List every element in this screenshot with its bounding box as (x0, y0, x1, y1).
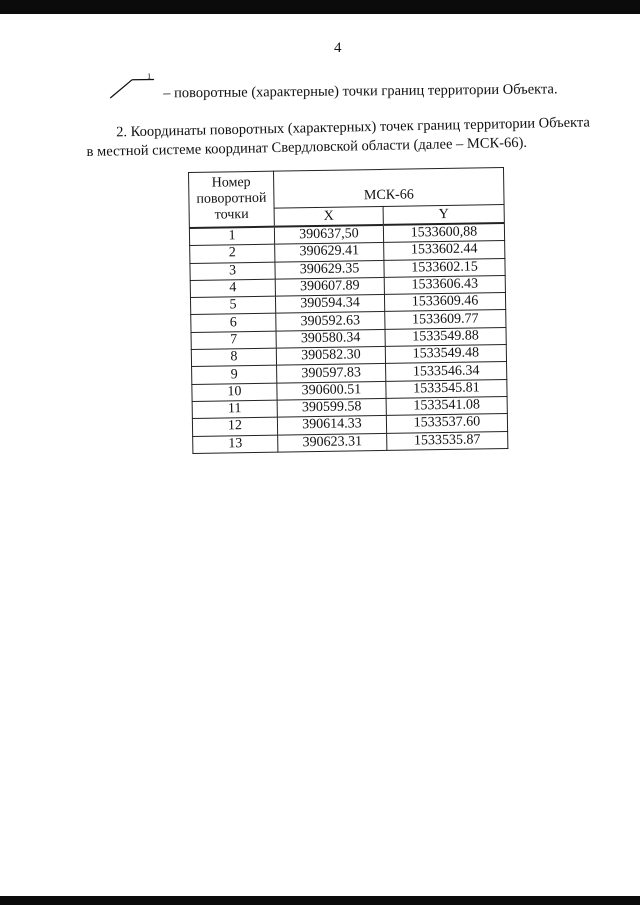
boundary-point-marker-label: 1 (146, 71, 152, 81)
x-coordinate-cell: 390599.58 (277, 398, 386, 417)
y-coordinate-cell: 1533541.08 (386, 396, 507, 415)
coordinates-table-body (189, 223, 508, 453)
point-number-cell: 3 (190, 262, 275, 281)
point-number-header-line: поворотной (196, 190, 267, 207)
point-number-cell: 1 (189, 227, 274, 246)
scan-top-edge (0, 0, 640, 14)
y-coordinate-cell: 1533546.34 (386, 362, 507, 381)
point-number-cell: 8 (191, 348, 276, 367)
y-coordinate-cell: 1533549.88 (385, 327, 506, 346)
coordinates-paragraph (86, 113, 627, 162)
y-coordinate-cell: 1533602.15 (384, 258, 505, 277)
x-coordinate-cell: 390580.34 (276, 329, 385, 348)
point-number-cell: 9 (192, 366, 277, 385)
paragraph-line-2: в местной системе координат Свердловской области (далее – МСК-66). (86, 134, 528, 160)
x-coordinate-cell: 390594.34 (275, 295, 384, 314)
y-coordinate-cell: 1533609.77 (385, 310, 506, 329)
x-coordinate-cell: 390592.63 (276, 312, 385, 331)
legend (108, 67, 588, 102)
y-coordinate-cell: 1533535.87 (387, 431, 508, 450)
x-coordinate-cell: 390637,50 (274, 225, 383, 245)
coordinates-table-wrapper (188, 167, 508, 454)
point-number-cell: 12 (192, 417, 277, 436)
coordinates-table (188, 167, 508, 454)
y-coordinate-cell: 1533549.48 (385, 345, 506, 364)
coordinate-system-header: МСК-66 (273, 168, 504, 209)
point-number-header-line: точки (214, 207, 249, 223)
point-number-cell: 5 (190, 296, 275, 315)
point-number-cell: 2 (190, 244, 275, 263)
y-coordinate-cell: 1533606.43 (384, 275, 505, 294)
y-coordinate-cell: 1533600,88 (383, 223, 504, 243)
point-number-header-line: Номер (211, 175, 251, 191)
point-number-cell: 4 (190, 279, 275, 298)
scan-bottom-edge (0, 896, 640, 905)
legend-text: – поворотные (характерные) точки границ территории Объекта. (163, 81, 558, 102)
x-column-header: X (274, 206, 383, 226)
point-number-cell: 11 (192, 400, 277, 419)
y-coordinate-cell: 1533545.81 (386, 379, 507, 398)
point-number-cell: 13 (193, 435, 278, 454)
point-number-cell: 7 (191, 331, 276, 350)
x-coordinate-cell: 390623.31 (278, 433, 387, 452)
point-number-cell: 6 (191, 314, 276, 333)
boundary-point-symbol-icon (108, 71, 158, 100)
x-coordinate-cell: 390597.83 (277, 364, 386, 383)
y-coordinate-cell: 1533609.46 (384, 293, 505, 312)
x-coordinate-cell: 390614.33 (277, 416, 386, 435)
page-number: 4 (334, 40, 342, 56)
x-coordinate-cell: 390582.30 (276, 347, 385, 366)
y-column-header: Y (383, 205, 504, 225)
y-coordinate-cell: 1533602.44 (384, 241, 505, 260)
x-coordinate-cell: 390607.89 (275, 277, 384, 296)
x-coordinate-cell: 390629.35 (275, 260, 384, 279)
paragraph-line-1: 2. Координаты поворотных (характерных) точек границ территории Объекта (116, 114, 591, 141)
y-coordinate-cell: 1533537.60 (386, 414, 507, 433)
x-coordinate-cell: 390600.51 (277, 381, 386, 400)
point-number-cell: 10 (192, 383, 277, 402)
x-coordinate-cell: 390629.41 (275, 243, 384, 262)
point-number-header (189, 171, 275, 228)
